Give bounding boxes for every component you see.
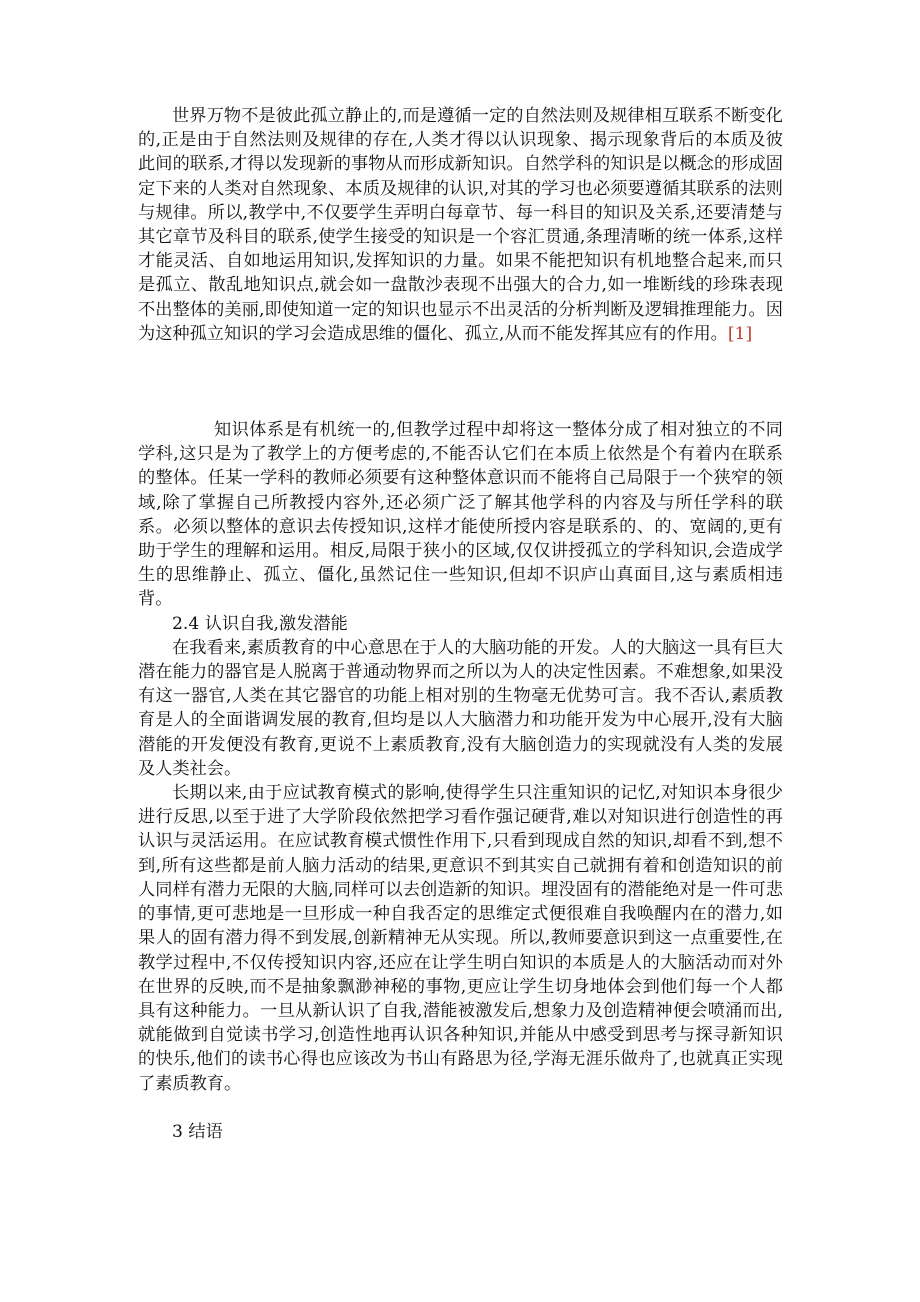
paragraph-exam-education: 长期以来,由于应试教育模式的影响,使得学生只注重知识的记忆,对知识本身很少进行反思,以至于进了大学阶段依然把学习看作强记硬背,难以对知识进行创造性的再认识与灵活运用。在应试教育模式惯性作用下,只看到现成自然的知识,却看不到,想不到,所有这些都是前人脑力活动的结果,更意识不到其实自己就拥有着和创造知识的前人同样有潜力无限的大脑,同样可以去创造新的知识。埋没固有的潜能绝对是一件可悲的事情,更可悲地是一旦形成一种自我否定的思维定式便很难自我唤醒内在的潜力,如果人的固有潜力得不到发展,创新精神无从实现。所以,教师要意识到这一点重要性,在教学过程中,不仅传授知识内容,还应在让学生明白知识的本质是人的大脑活动而对外在世界的反映,而不是抽象飘渺神秘的事物,更应让学生切身地体会到他们每一个人都具有这种能力。一旦从新认识了自我,潜能被激发后,想象力及创造精神便会喷涌而出,就能做到自觉读书学习,创造性地再认识各种知识,并能从中感受到思考与探寻新知识的快乐,他们的读书心得也应该改为书山有路思为径,学海无涯乐做舟了,也就真正实现了素质教育。 <box>138 783 783 1094</box>
paragraph-knowledge-system: 知识体系是有机统一的,但教学过程中却将这一整体分成了相对独立的不同学科,这只是为了教学上的方便考虑的,不能否认它们在本质上依然是个有着内在联系的整体。任某一学科的教师必须要有这种整体意识而不能将自己局限于一个狭窄的领域,除了掌握自己所教授内容外,还必须广泛了解其他学科的内容及与所任学科的联系。必须以整体的意识去传授知识,这样才能使所授内容是联系的、的、宽阔的,更有助于学生的理解和运用。相反,局限于狭小的区域,仅仅讲授孤立的学科知识,会造成学生的思维静止、孤立、僵化,虽然记住一些知识,但却不识庐山真面目,这与素质相违背。 <box>138 420 783 610</box>
spacer <box>138 1096 783 1120</box>
paragraph-text: 世界万物不是彼此孤立静止的,而是遵循一定的自然法则及规律相互联系不断变化的,正是由于自然法则及规律的存在,人类才得以认识现象、揭示现象背后的本质及彼此间的联系,才得以发现新的事物从而形成新知识。自然学科的知识是以概念的形成固定下来的人类对自然现象、本质及规律的认识,对其的学习也必须要遵循其联系的法则与规律。所以,教学中,不仅要学生弄明白每章节、每一科目的知识及关系,还要清楚与其它章节及科目的联系,使学生接受的知识是一个容汇贯通,条理清晰的统一体系,这样才能灵活、自如地运用知识,发挥知识的力量。如果不能把知识有机地整合起来,而只是孤立、散乱地知识点,就会如一盘散沙表现不出强大的合力,如一堆断线的珍珠表现不出整体的美丽,即使知道一定的知识也显示不出灵活的分析判断及逻辑推理能力。因为这种孤立知识的学习会造成思维的僵化、孤立,从而不能发挥其应有的作用。 <box>138 106 783 344</box>
section-heading-conclusion: 3 结语 <box>172 1121 223 1142</box>
document-body <box>138 104 783 1144</box>
paragraph-brain-potential: 在我看来,素质教育的中心意思在于人的大脑功能的开发。人的大脑这一具有巨大潜在能力的器官是人脱离于普通动物界而之所以为人的决定性因素。不难想象,如果没有这一器官,人类在其它器官的功能上相对别的生物毫无优势可言。我不否认,素质教育是人的全面谐调发展的教育,但均是以人大脑潜力和功能开发为中心展开,没有大脑潜能的开发便没有教育,更说不上素质教育,没有大脑创造力的实现就没有人类的发展及人类社会。 <box>138 637 783 779</box>
spacer <box>138 346 783 418</box>
section-heading-2-4: 2.4 认识自我,激发潜能 <box>172 613 348 634</box>
citation-link[interactable]: [1] <box>727 323 753 344</box>
paragraph-interconnection <box>138 104 783 346</box>
